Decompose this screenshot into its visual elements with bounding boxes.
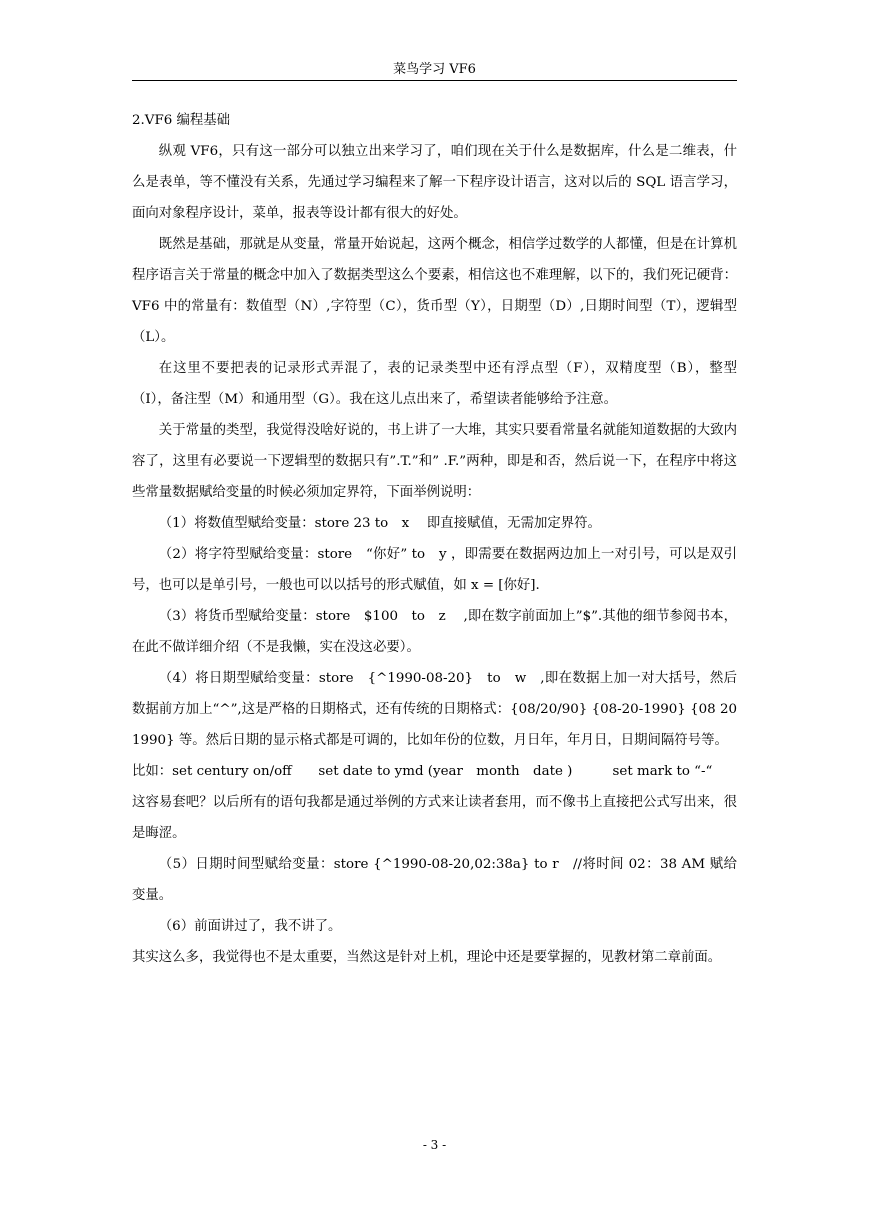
example-logical: （6）前面讲过了，我不讲了。 [158,919,342,934]
example-date: （4）将日期型赋给变量：store {^1990-08-20} to w ,即在数据上加一对大括号，然后数据前方加上“^”,这是严格的日期格式，还有传统的日期格式：{08/20/90} {08-20-1990} {08 20 1990} 等。然后日期的显示格式都是可调的，比如年份的位数，月日年，年月日，日期间隔符号等。 [132,671,737,748]
example-character: （2）将字符型赋给变量：store “你好” to y ，即需要在数据两边加上一对引号，可以是双引号，也可以是单引号，一般也可以以括号的形式赋值，如 x = [你好]. [132,547,737,593]
page-number: - 3 - [422,1138,447,1152]
example-numeric: （1）将数值型赋给变量：store 23 to x 即直接赋值，无需加定界符。 [158,516,601,531]
document-body [132,105,737,973]
section-heading: 2.VF6 编程基础 [132,113,231,128]
paragraph-constants: 既然是基础，那就是从变量，常量开始说起，这两个概念，相信学过数学的人都懂，但是在计算机程序语言关于常量的概念中加入了数据类型这么个要素，相信这也不难理解，以下的，我们死记硬背：VF6 中的常量有：数值型（N）,字符型（C），货币型（Y），日期型（D）,日期时间型（T），逻辑型（L）。 [132,237,737,345]
example-set-commands: 比如：set century on/off set date to ymd (year month date ) set mark to “-“ [132,764,713,779]
example-currency: （3）将货币型赋给变量：store $100 to z ,即在数字前面加上”$”.其他的细节参阅书本，在此不做详细介绍（不是我懒，实在没这必要）。 [132,609,737,655]
paragraph-record-types: 在这里不要把表的记录形式弄混了，表的记录类型中还有浮点型（F），双精度型（B），整型（I），备注型（M）和通用型（G）。我在这儿点出来了，希望读者能够给予注意。 [132,361,737,407]
page-header: 菜鸟学习 VF6 [393,62,476,77]
paragraph-summary: 其实这么多，我觉得也不是太重要，当然这是针对上机，理论中还是要掌握的，见教材第二章前面。 [132,950,722,965]
paragraph-note: 这容易套吧？以后所有的语句我都是通过举例的方式来让读者套用，而不像书上直接把公式写出来，很是晦涩。 [132,795,737,841]
paragraph-intro: 纵观 VF6，只有这一部分可以独立出来学习了，咱们现在关于什么是数据库，什么是二维表，什么是表单，等不懂没有关系，先通过学习编程来了解一下程序设计语言，这对以后的 SQL 语言学习，面向对象程序设计，菜单，报表等设计都有很大的好处。 [132,144,737,221]
paragraph-constant-types: 关于常量的类型，我觉得没啥好说的，书上讲了一大堆，其实只要看常量名就能知道数据的大致内容了，这里有必要说一下逻辑型的数据只有”.T.”和” .F.”两种，即是和否，然后说一下，在程序中将这些常量数据赋给变量的时候必须加定界符，下面举例说明： [132,423,737,500]
header-rule [132,80,737,81]
example-datetime: （5）日期时间型赋给变量：store {^1990-08-20,02:38a} to r //将时间 02：38 AM 赋给变量。 [132,857,737,903]
